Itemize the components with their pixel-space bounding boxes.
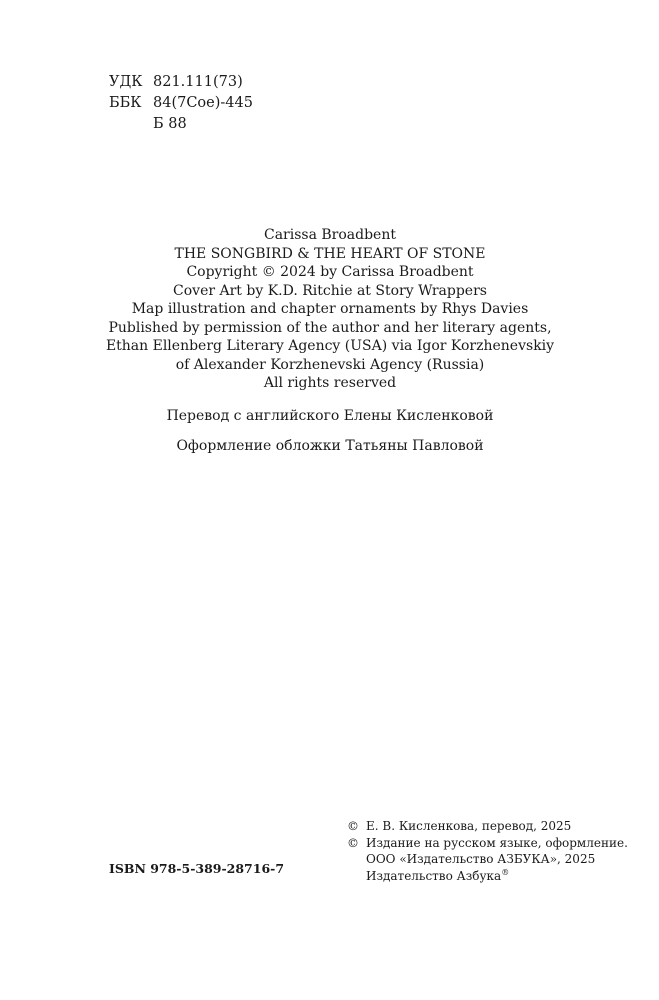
- bbk-row: [109, 93, 253, 114]
- author-name: Carissa Broadbent: [263, 227, 396, 243]
- udk-key: УДК: [109, 74, 143, 90]
- copyright-block: [347, 818, 628, 884]
- copyright-row-translation: [347, 818, 628, 835]
- rights-reserved: All rights reserved: [263, 375, 397, 391]
- author-mark-value: Б 88: [153, 116, 187, 132]
- udk-value: 821.111(73): [153, 74, 243, 90]
- copyright-edition: Издание на русском языке, оформление.: [366, 835, 628, 850]
- author-mark-row: [109, 114, 253, 135]
- copyright-notice: Copyright © 2024 by Carissa Broadbent: [186, 264, 474, 280]
- copyright-row-edition: [347, 835, 628, 852]
- permission-line-1: Published by permission of the author and her literary agents,: [108, 319, 552, 336]
- cover-art-credit: Cover Art by K.D. Ritchie at Story Wrappers: [173, 282, 487, 299]
- udk-row: [109, 72, 253, 93]
- copyright-row-imprint: [347, 868, 628, 885]
- copyright-row-publisher: [347, 851, 628, 868]
- original-title: THE SONGBIRD & THE HEART OF STONE: [174, 245, 486, 262]
- copyright-imprint: [366, 868, 509, 885]
- map-illustration-credit: Map illustration and chapter ornaments by Rhys Davies: [131, 301, 529, 317]
- copyright-publisher: ООО «Издательство АЗБУКА», 2025: [366, 852, 596, 866]
- bbk-key: ББК: [109, 95, 142, 111]
- imprint-name: Издательство Азбука: [366, 868, 502, 883]
- isbn: ISBN 978-5-389-28716-7: [109, 861, 285, 876]
- translation-credit: Перевод с английского Елены Кисленковой: [166, 407, 494, 424]
- copyright-translation: Е. В. Кисленкова, перевод, 2025: [366, 819, 572, 833]
- classification-block: [109, 72, 253, 135]
- registered-mark: ®: [501, 867, 510, 877]
- permission-line-3: of Alexander Korzhenevski Agency (Russia): [175, 356, 485, 373]
- credits-block: [60, 226, 600, 456]
- copyright-symbol: ©: [347, 835, 359, 850]
- author-mark-key: [109, 114, 153, 135]
- bbk-value: 84(7Сое)-445: [153, 95, 253, 111]
- permission-line-2: Ethan Ellenberg Literary Agency (USA) via Igor Korzhenevskiy: [105, 338, 555, 354]
- cover-design-credit: Оформление обложки Татьяны Павловой: [176, 438, 484, 454]
- copyright-symbol: ©: [347, 819, 359, 833]
